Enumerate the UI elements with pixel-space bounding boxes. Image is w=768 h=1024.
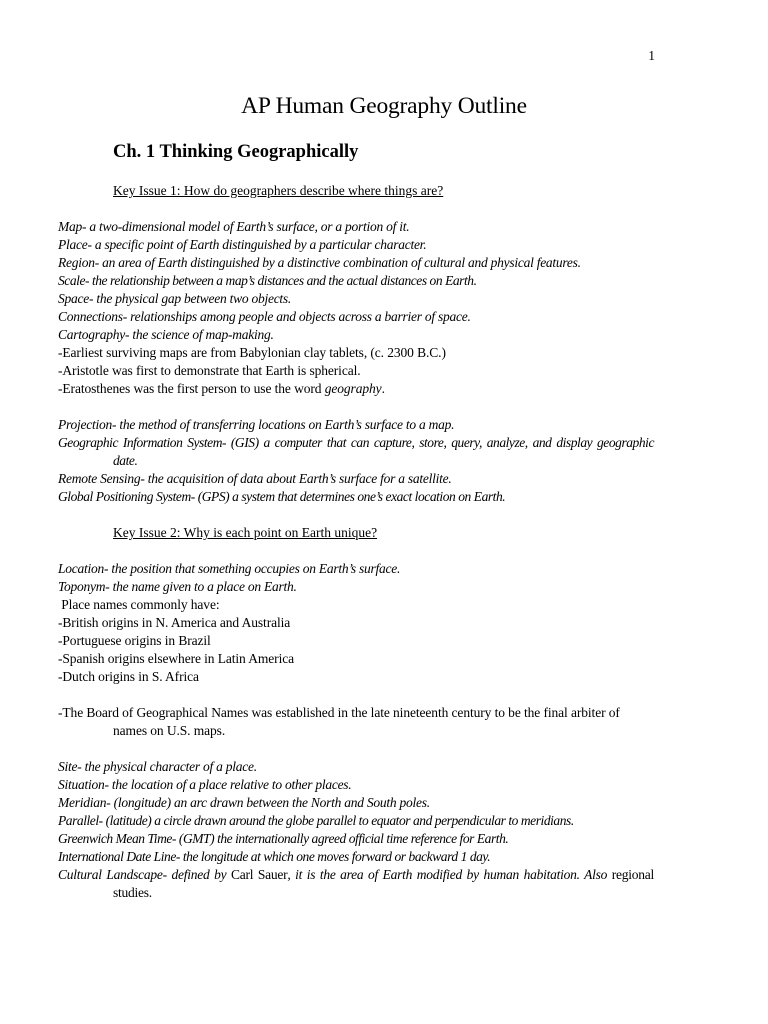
definition-remote-sensing: Remote Sensing- the acquisition of data about Earth’s surface for a satellite. (58, 471, 452, 486)
definition-gis: Geographic Information System- (GIS) a computer that can capture, store, query, analyze, and display geographic date. (58, 435, 654, 468)
definition-map: Map- a two-dimensional model of Earth’s surface, or a portion of it. (58, 219, 410, 234)
definition-place: Place- a specific point of Earth distinguished by a particular character. (58, 237, 427, 252)
fact-eratosthenes (58, 380, 654, 398)
regional-studies-text: regional studies. (113, 867, 654, 900)
definition-projection: Projection- the method of transferring locations on Earth’s surface to a map. (58, 417, 455, 432)
cultural-landscape-text-2: , it is the area of Earth modified by human habitation. Also (287, 867, 612, 882)
origin-item: -Portuguese origins in Brazil (58, 633, 211, 648)
place-names-intro: Place names commonly have: (58, 597, 220, 612)
definition-connections: Connections- relationships among people and objects across a barrier of space. (58, 309, 471, 324)
origin-item: -British origins in N. America and Australia (58, 615, 291, 630)
spacer (113, 398, 654, 416)
spacer (113, 200, 654, 218)
definition-cartography: Cartography- the science of map-making. (58, 327, 274, 342)
outline-body (58, 182, 654, 902)
key-issue-2-heading: Key Issue 2: Why is each point on Earth unique? (113, 525, 378, 540)
fact-board-of-names: -The Board of Geographical Names was established in the late nineteenth century to be the final arbiter of names on U.S. maps. (58, 705, 620, 738)
definition-gps: Global Positioning System- (GPS) a system that determines one’s exact location on Earth. (58, 489, 506, 504)
definition-toponym: Toponym- the name given to a place on Earth. (58, 579, 297, 594)
fact-earliest-maps: -Earliest surviving maps are from Babylonian clay tablets, (c. 2300 B.C.) (58, 345, 446, 360)
document-title: AP Human Geography Outline (241, 93, 527, 119)
fact-eratosthenes-word: geography (324, 381, 382, 396)
origin-item: -Spanish origins elsewhere in Latin America (58, 651, 295, 666)
definition-cultural-landscape (58, 866, 654, 902)
definition-site: Site- the physical character of a place. (58, 759, 257, 774)
definition-date-line: International Date Line- the longitude at which one moves forward or backward 1 day. (58, 849, 491, 864)
spacer (113, 686, 654, 704)
fact-eratosthenes-text: -Eratosthenes was the first person to use the word (58, 381, 325, 396)
cultural-landscape-text: Cultural Landscape- defined by (58, 867, 231, 882)
definition-gmt: Greenwich Mean Time- (GMT) the internationally agreed official time reference for Earth. (58, 831, 509, 846)
spacer (113, 542, 654, 560)
carl-sauer-name: Carl Sauer (230, 867, 288, 882)
spacer (113, 506, 654, 524)
definition-meridian: Meridian- (longitude) an arc drawn between the North and South poles. (58, 795, 430, 810)
page-number: 1 (648, 48, 655, 63)
definition-parallel: Parallel- (latitude) a circle drawn around the globe parallel to equator and perpendicular to meridians. (58, 813, 574, 828)
fact-eratosthenes-end: . (381, 381, 385, 396)
definition-region: Region- an area of Earth distinguished by a distinctive combination of cultural and physical features. (58, 255, 581, 270)
origin-item: -Dutch origins in S. Africa (58, 669, 199, 684)
definition-space: Space- the physical gap between two objects. (58, 291, 292, 306)
spacer (113, 740, 654, 758)
definition-location: Location- the position that something occupies on Earth’s surface. (58, 561, 401, 576)
chapter-heading: Ch. 1 Thinking Geographically (113, 142, 359, 162)
definition-situation: Situation- the location of a place relative to other places. (58, 777, 352, 792)
fact-aristotle: -Aristotle was first to demonstrate that Earth is spherical. (58, 363, 361, 378)
key-issue-1-heading: Key Issue 1: How do geographers describe where things are? (113, 183, 444, 198)
definition-scale: Scale- the relationship between a map’s distances and the actual distances on Earth. (58, 273, 477, 288)
